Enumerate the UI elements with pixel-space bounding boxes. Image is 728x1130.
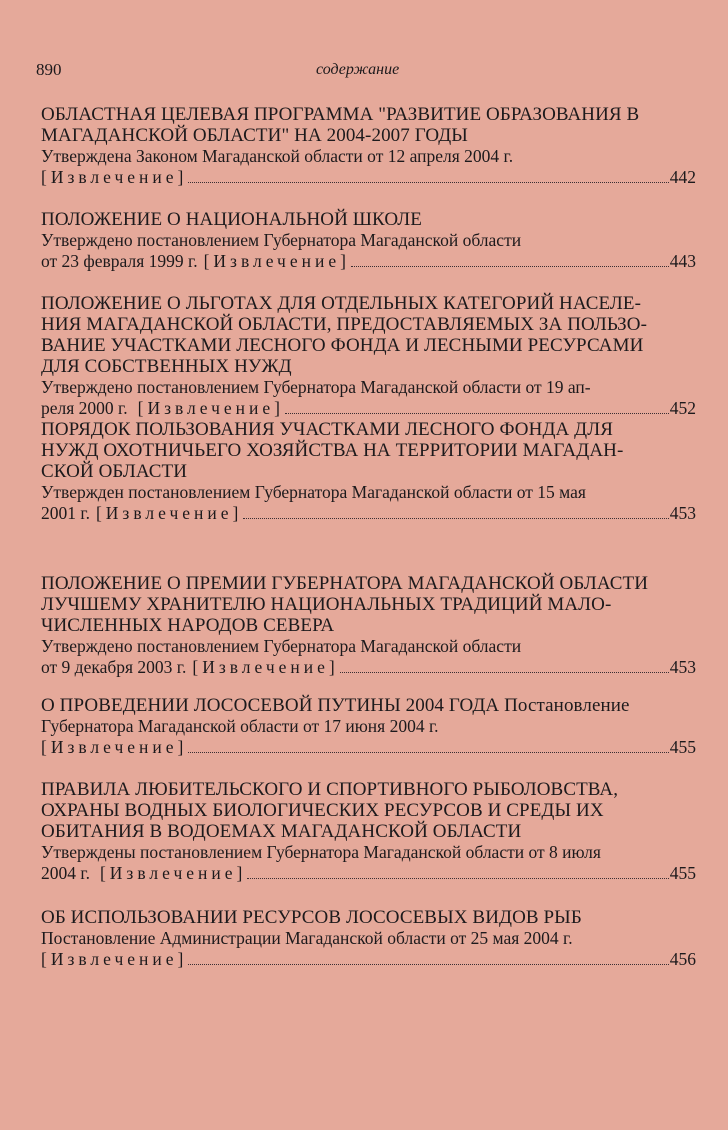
entry-title bbox=[41, 419, 696, 482]
leader-dots bbox=[285, 400, 669, 414]
extract-label: [Извлечение] bbox=[41, 737, 188, 757]
toc-entry bbox=[41, 104, 696, 188]
entry-page-line[interactable] bbox=[41, 863, 696, 884]
entry-title bbox=[41, 573, 696, 636]
entry-date: 2004 г. bbox=[41, 863, 90, 883]
entry-title bbox=[41, 907, 696, 928]
toc-entry bbox=[41, 209, 696, 272]
running-head: содержание bbox=[316, 61, 400, 78]
entry-title bbox=[41, 104, 696, 146]
extract-label: [Извлечение] bbox=[137, 398, 285, 418]
entry-title-line: НИЯ МАГАДАНСКОЙ ОБЛАСТИ, ПРЕДОСТАВЛЯЕМЫХ ЗА ПОЛЬЗО- bbox=[41, 314, 648, 335]
extract-label: [Извлечение] bbox=[203, 251, 350, 271]
entry-title-line: ДЛЯ СОБСТВЕННЫХ НУЖД bbox=[41, 356, 292, 377]
entry-approval: Постановление Администрации Магаданской области от 25 мая 2004 г. bbox=[41, 928, 573, 948]
entry-title-line: ПОЛОЖЕНИЕ О НАЦИОНАЛЬНОЙ ШКОЛЕ bbox=[41, 209, 422, 230]
entry-title bbox=[41, 695, 696, 716]
entry-title-line: ПОРЯДОК ПОЛЬЗОВАНИЯ УЧАСТКАМИ ЛЕСНОГО ФОНДА ДЛЯ bbox=[41, 419, 613, 440]
entry-approval: Утверждено постановлением Губернатора Магаданской области bbox=[41, 230, 522, 250]
toc-entry bbox=[41, 695, 696, 758]
entry-title-line: ОБ ИСПОЛЬЗОВАНИИ РЕСУРСОВ ЛОСОСЕВЫХ ВИДОВ РЫБ bbox=[41, 907, 582, 928]
entry-title-line: ПРАВИЛА ЛЮБИТЕЛЬСКОГО И СПОРТИВНОГО РЫБОЛОВСТВА, bbox=[41, 779, 619, 800]
entry-title bbox=[41, 293, 696, 377]
page-ref[interactable]: 456 bbox=[669, 949, 696, 969]
extract-label: [Извлечение] bbox=[41, 949, 188, 969]
entry-page-line[interactable] bbox=[41, 167, 696, 188]
page-ref[interactable]: 453 bbox=[669, 503, 696, 523]
entry-date: 2001 г. bbox=[41, 503, 90, 523]
entry-approval: Утвержден постановлением Губернатора Магаданской области от 15 мая bbox=[41, 482, 586, 502]
entry-title-line: ОХРАНЫ ВОДНЫХ БИОЛОГИЧЕСКИХ РЕСУРСОВ И СРЕДЫ ИХ bbox=[41, 800, 604, 821]
page-number: 890 bbox=[36, 60, 62, 79]
page-ref[interactable]: 442 bbox=[669, 167, 696, 187]
entry-title-line: НУЖД ОХОТНИЧЬЕГО ХОЗЯЙСТВА НА ТЕРРИТОРИИ МАГАДАН- bbox=[41, 440, 624, 461]
entry-title-line: ОБИТАНИЯ В ВОДОЕМАХ МАГАДАНСКОЙ ОБЛАСТИ bbox=[41, 821, 522, 842]
entry-approval: Утверждены постановлением Губернатора Магаданской области от 8 июля bbox=[41, 842, 601, 862]
entry-title bbox=[41, 779, 696, 842]
entry-title-line: ОБЛАСТНАЯ ЦЕЛЕВАЯ ПРОГРАММА "РАЗВИТИЕ ОБРАЗОВАНИЯ В bbox=[41, 104, 640, 125]
entry-date: от 23 февраля 1999 г. bbox=[41, 251, 198, 271]
entry-title-line: СКОЙ ОБЛАСТИ bbox=[41, 461, 188, 482]
entry-page-line[interactable] bbox=[41, 657, 696, 678]
entry-title-line: О ПРОВЕДЕНИИ ЛОСОСЕВОЙ ПУТИНЫ 2004 ГОДА Постановление bbox=[41, 695, 630, 716]
toc-entry bbox=[41, 573, 696, 678]
toc-entry bbox=[41, 779, 696, 884]
entry-title bbox=[41, 209, 696, 230]
entry-approval: Утверждена Законом Магаданской области от 12 апреля 2004 г. bbox=[41, 146, 514, 166]
entry-title-line: ПОЛОЖЕНИЕ О ЛЬГОТАХ ДЛЯ ОТДЕЛЬНЫХ КАТЕГОРИЙ НАСЕЛЕ- bbox=[41, 293, 642, 314]
toc-entry bbox=[41, 419, 696, 524]
page-ref[interactable]: 455 bbox=[669, 737, 696, 757]
entry-approval: Губернатора Магаданской области от 17 июня 2004 г. bbox=[41, 716, 439, 736]
entry-title-line: ЧИСЛЕННЫХ НАРОДОВ СЕВЕРА bbox=[41, 615, 335, 636]
leader-dots bbox=[243, 505, 668, 519]
entry-approval: Утверждено постановлением Губернатора Магаданской области bbox=[41, 636, 522, 656]
page-ref[interactable]: 443 bbox=[669, 251, 696, 271]
leader-dots bbox=[188, 739, 668, 753]
toc-entry bbox=[41, 293, 696, 419]
extract-label: [Извлечение] bbox=[99, 863, 247, 883]
leader-dots bbox=[351, 253, 669, 267]
extract-label: [Извлечение] bbox=[41, 167, 188, 187]
entry-date: от 9 декабря 2003 г. bbox=[41, 657, 187, 677]
leader-dots bbox=[340, 659, 669, 673]
entry-title-line: ПОЛОЖЕНИЕ О ПРЕМИИ ГУБЕРНАТОРА МАГАДАНСКОЙ ОБЛАСТИ bbox=[41, 573, 649, 594]
entry-title-line: ВАНИЕ УЧАСТКАМИ ЛЕСНОГО ФОНДА И ЛЕСНЫМИ РЕСУРСАМИ bbox=[41, 335, 644, 356]
page-ref[interactable]: 455 bbox=[669, 863, 696, 883]
entry-approval: Утверждено постановлением Губернатора Магаданской области от 19 ап- bbox=[41, 377, 591, 397]
entry-title-line: ЛУЧШЕМУ ХРАНИТЕЛЮ НАЦИОНАЛЬНЫХ ТРАДИЦИЙ МАЛО- bbox=[41, 594, 612, 615]
page-ref[interactable]: 452 bbox=[669, 398, 696, 418]
entry-page-line[interactable] bbox=[41, 251, 696, 272]
entry-date: реля 2000 г. bbox=[41, 398, 128, 418]
leader-dots bbox=[188, 951, 668, 965]
extract-label: [Извлечение] bbox=[192, 657, 339, 677]
entry-page-line[interactable] bbox=[41, 737, 696, 758]
entry-title-line: МАГАДАНСКОЙ ОБЛАСТИ" НА 2004-2007 ГОДЫ bbox=[41, 125, 468, 146]
leader-dots bbox=[247, 865, 668, 879]
entry-page-line[interactable] bbox=[41, 949, 696, 970]
page-ref[interactable]: 453 bbox=[669, 657, 696, 677]
leader-dots bbox=[188, 169, 668, 183]
entry-page-line[interactable] bbox=[41, 503, 696, 524]
extract-label: [Извлечение] bbox=[95, 503, 243, 523]
toc-entry bbox=[41, 907, 696, 970]
entry-page-line[interactable] bbox=[41, 398, 696, 419]
